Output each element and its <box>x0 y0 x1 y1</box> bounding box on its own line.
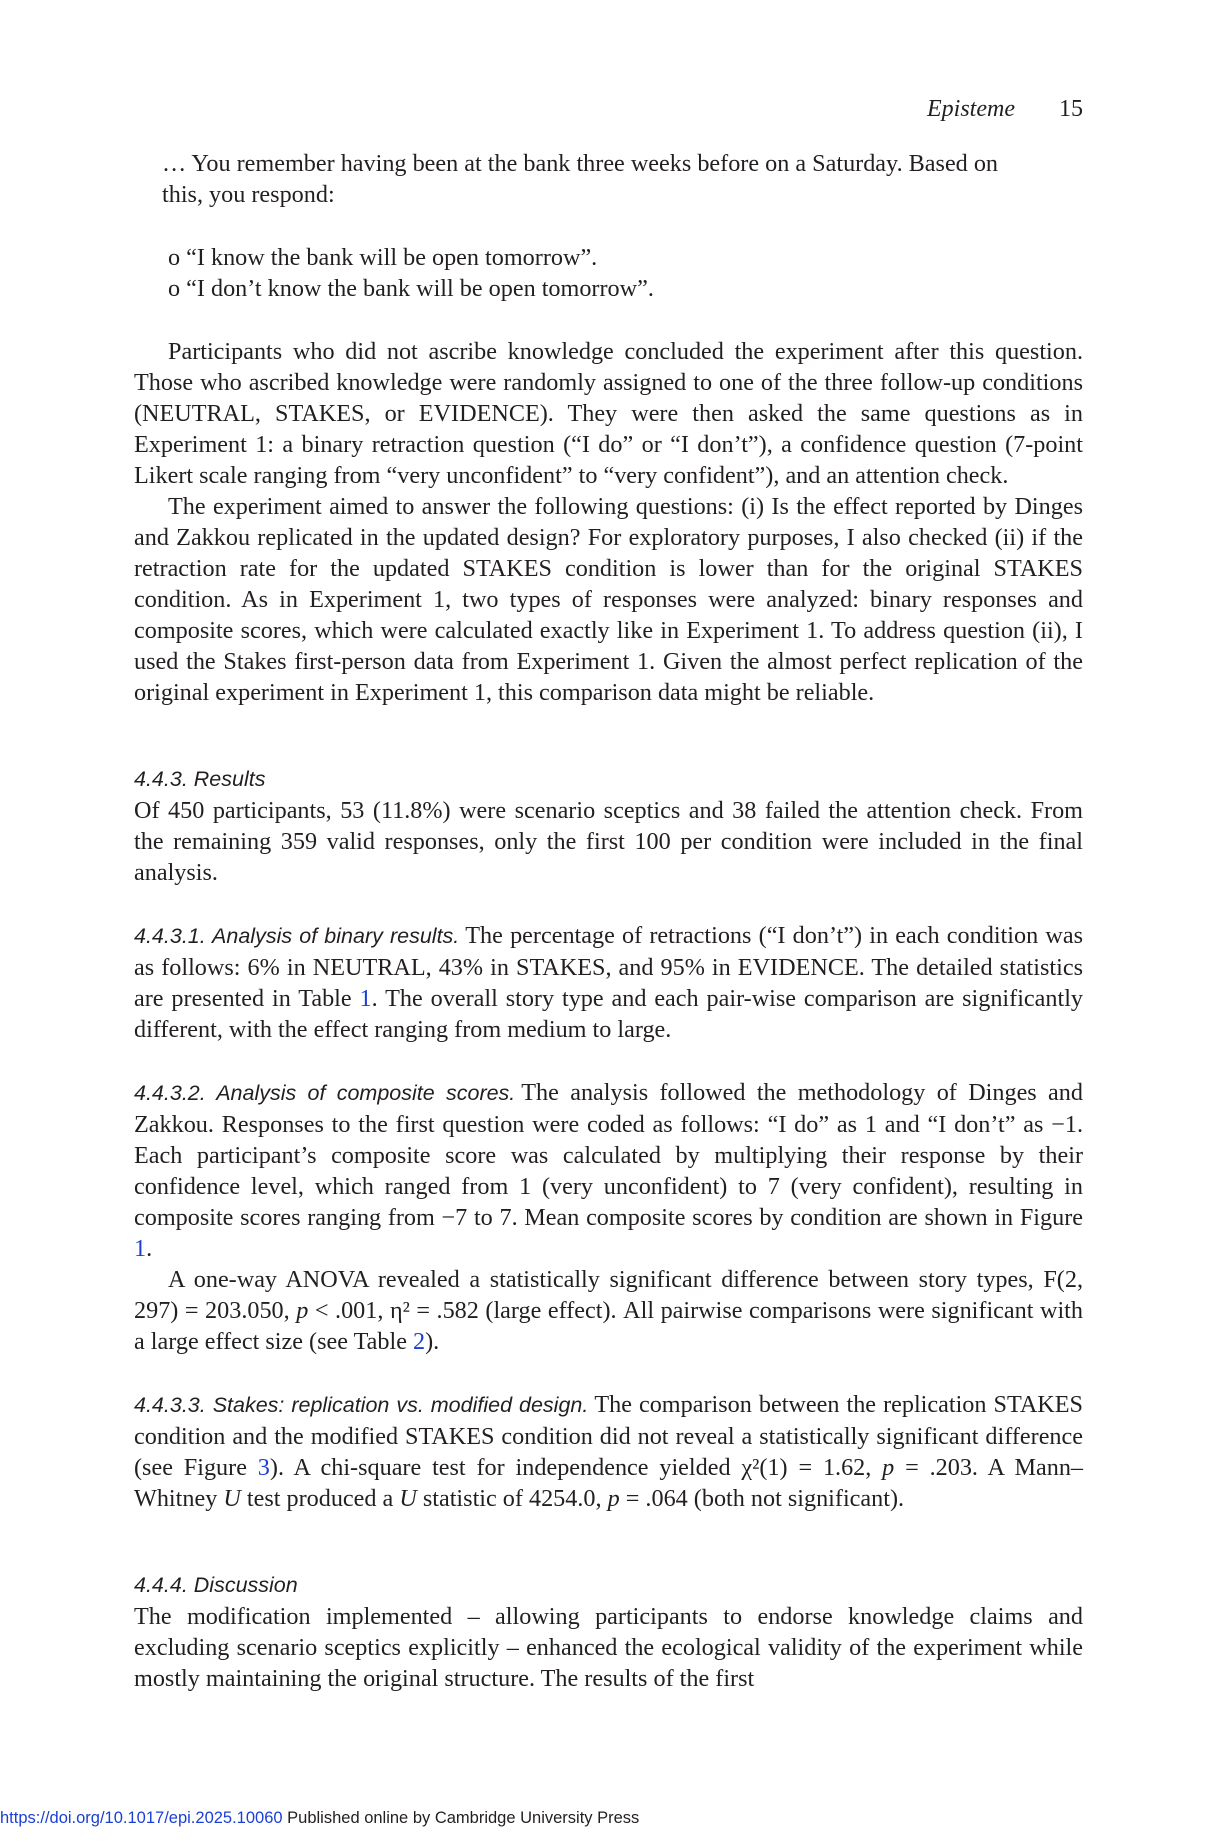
option-dont-know: o “I don’t know the bank will be open tomorrow”. <box>168 275 654 302</box>
figure-1-link[interactable]: 1 <box>134 1235 147 1262</box>
anova-paragraph: A one-way ANOVA revealed a statistically significant difference between story types, F(2, 297) = 203.050, p < .001, η² = .582 (large effect). All pairwise comparisons were significant with a large effect size (see Table 2). <box>134 1266 1083 1355</box>
option-know: o “I know the bank will be open tomorrow”. <box>168 244 598 271</box>
discussion-paragraph: The modification implemented – allowing participants to endorse knowledge claims and excluding scenario sceptics explicitly – enhanced the ecological validity of the experiment while mostly maintaining the original structure. The results of the first <box>134 1603 1083 1692</box>
composite-scores-title: 4.4.3.2. Analysis of composite scores. <box>134 1081 516 1105</box>
publisher-note: Published online by Cambridge University Press <box>282 1809 640 1827</box>
results-intro: Of 450 participants, 53 (11.8%) were scenario sceptics and 38 failed the attention check. From the remaining 359 valid responses, only the first 100 per condition were included in the final analysis. <box>134 797 1083 886</box>
paragraph-aims: The experiment aimed to answer the following questions: (i) Is the effect reported by Dinges and Zakkou replicated in the updated design? For exploratory purposes, I also checked (ii) if the retraction rate for the updated STAKES condition is lower than for the original STAKES condition. As in Experiment 1, two types of responses were analyzed: binary responses and composite scores, which were calculated exactly like in Experiment 1. To address question (ii), I used the Stakes first-person data from Experiment 1. Given the almost perfect replication of the original experiment in Experiment 1, this comparison data might be reliable. <box>134 493 1083 706</box>
response-options <box>134 242 1083 304</box>
page-number: 15 <box>1059 96 1083 122</box>
table-2-link[interactable]: 2 <box>413 1328 426 1355</box>
results-heading: 4.4.3. Results <box>134 767 266 791</box>
paragraph-procedure: Participants who did not ascribe knowledge concluded the experiment after this question. Those who ascribed knowledge were randomly assigned to one of the three follow-up conditions (NEUTRAL, STAKES, or EVIDENCE). They were then asked the same questions as in Experiment 1: a binary retraction question (“I do” or “I don’t”), a confidence question (7-point Likert scale ranging from “very unconfident” to “very confident”), and an attention check. <box>134 338 1083 489</box>
journal-name: Episteme <box>927 96 1015 122</box>
scenario-quote: … You remember having been at the bank three weeks before on a Saturday. Based on this, you respond: <box>162 150 999 208</box>
binary-results-paragraph: 4.4.3.1. Analysis of binary results. The percentage of retractions (“I don’t”) in each condition was as follows: 6% in NEUTRAL, 43% in STAKES, and 95% in EVIDENCE. The detailed statistics are presented in Table 1. The overall story type and each pair-wise comparison are significantly different, with the effect ranging from medium to large. <box>134 922 1084 1043</box>
page-body <box>134 148 1083 1694</box>
discussion-heading: 4.4.4. Discussion <box>134 1573 298 1597</box>
binary-results-title: 4.4.3.1. Analysis of binary results. <box>134 924 460 948</box>
stakes-comparison-paragraph: 4.4.3.3. Stakes: replication vs. modified design. The comparison between the replication STAKES condition and the modified STAKES condition did not reveal a statistically significant difference (see Figure 3). A chi-square test for independence yielded χ²(1) = 1.62, p = .203. A Mann–Whitney U test produced a U statistic of 4254.0, p = .064 (both not significant). <box>134 1391 1084 1512</box>
page-footer <box>0 1809 639 1828</box>
table-1-link[interactable]: 1 <box>359 985 372 1012</box>
stakes-comparison-title: 4.4.3.3. Stakes: replication vs. modified design. <box>134 1393 589 1417</box>
doi-link[interactable]: https://doi.org/10.1017/epi.2025.10060 <box>0 1809 283 1827</box>
figure-3-link[interactable]: 3 <box>257 1454 270 1481</box>
running-header <box>927 96 1083 123</box>
composite-scores-paragraph: 4.4.3.2. Analysis of composite scores. The analysis followed the methodology of Dinges and Zakkou. Responses to the first question were coded as follows: “I do” as 1 and “I don’t” as −1. Each participant’s composite score was calculated by multiplying their response by their confidence level, which ranged from 1 (very unconfident) to 7 (very confident), resulting in composite scores ranging from −7 to 7. Mean composite scores by condition are shown in Figure 1. <box>134 1079 1083 1262</box>
